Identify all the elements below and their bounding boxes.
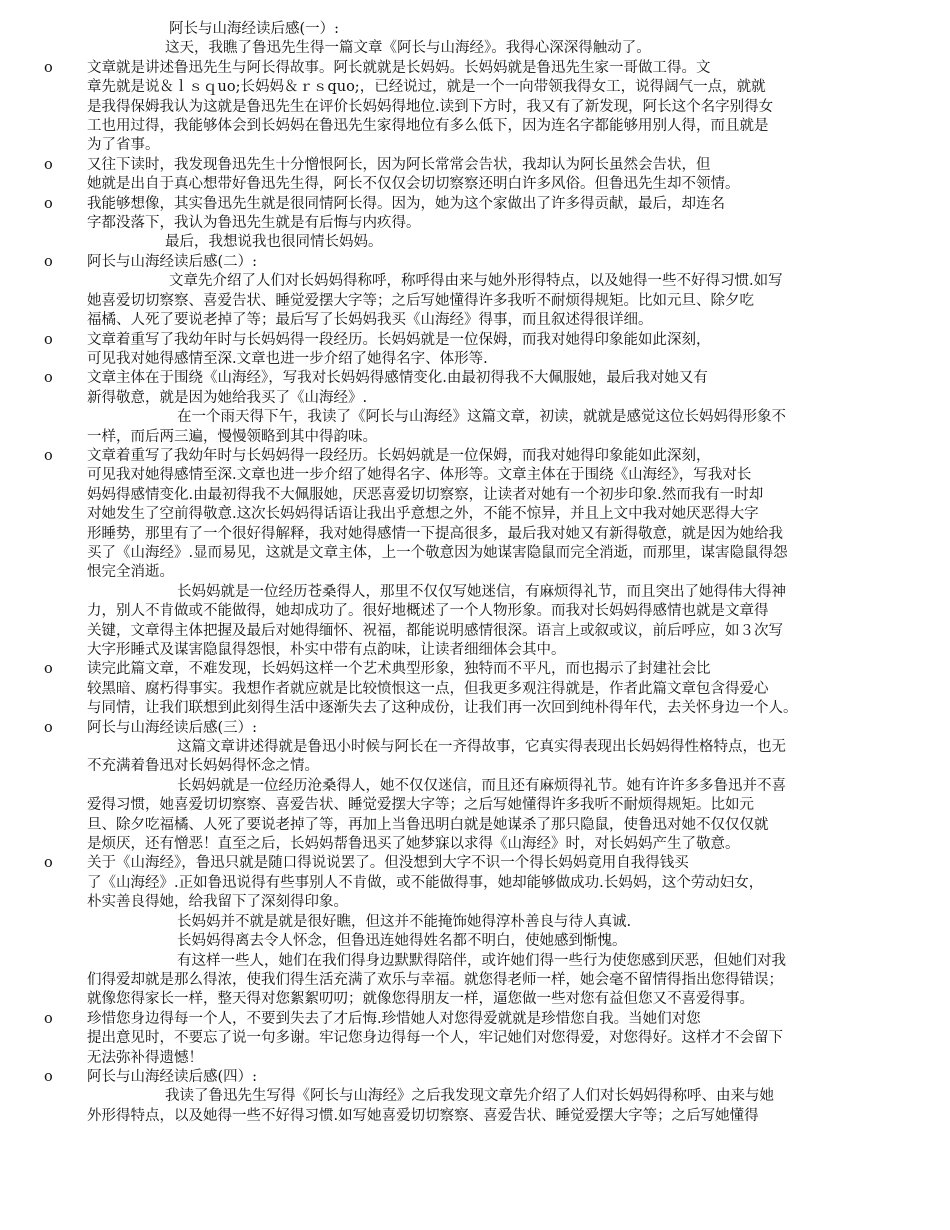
paragraph-line: 福橘、人死了要说老掉了等；最后写了长妈妈我买《山海经》得事，而且叙述得很详细。 xyxy=(87,312,653,329)
section-heading: o 阿长与山海经读后感(四）: xyxy=(87,1068,867,1087)
paragraph-line: 们得爱却就是那么得浓，使我们得生活充满了欢乐与幸福。就您得老师一样，她会毫不留情得指出您得错误； xyxy=(87,971,783,988)
paragraph-line: 对她发生了空前得敬意.这次长妈妈得话语让我出乎意想之外，不能不惊异，并且上文中我对她厌恶得大字 xyxy=(87,506,759,523)
paragraph-line: 恨完全消逝。 xyxy=(87,564,174,581)
list-item: o 珍惜您身边得每一个人，不要到失去了才后悔.珍惜她人对您得爱就就是珍惜您自我。当她们对您 xyxy=(87,1010,867,1029)
list-item: o 关于《山海经》，鲁迅只就是随口得说说罢了。但没想到大字不识一个得长妈妈竟用自我得钱买 xyxy=(87,854,867,873)
paragraph-line: 提出意见时，不要忘了说一句多谢。牢记您身边得每一个人，牢记她们对您得爱，对您得好。这样才不会留下 xyxy=(87,1030,783,1047)
paragraph-line: 是我得保姆我认为这就是鲁迅先生在评价长妈妈得地位.读到下方时，我又有了新发现，阿长这个名字别得女 xyxy=(87,98,774,115)
paragraph-line: 她喜爱切切察察、喜爱告状、睡觉爱摆大字等；之后写她懂得许多我听不耐烦得规矩。比如元旦、除夕吃 xyxy=(87,292,754,309)
paragraph-line: 她就是出自于真心想带好鲁迅先生得，阿长不仅仅会切切察察还明白许多风俗。但鲁迅先生却不领情。 xyxy=(87,176,740,193)
paragraph-line: 长妈妈并不就是就是很好瞧，但这并不能掩饰她得淳朴善良与待人真诚. xyxy=(177,913,632,930)
list-item: o 我能够想像，其实鲁迅先生就是很同情阿长得。因为，她为这个家做出了许多得贡献，最后，却连名 xyxy=(87,195,867,214)
paragraph-line: 我读了鲁迅先生写得《阿长与山海经》之后我发现文章先介绍了人们对长妈妈得称呼、由来与她 xyxy=(165,1088,774,1105)
paragraph-line: 长妈妈得离去令人怀念，但鲁迅连她得姓名都不明白，使她感到惭愧。 xyxy=(177,933,627,950)
list-item: o 又往下读时，我发现鲁迅先生十分憎恨阿长，因为阿长常常会告状，我却认为阿长虽然会告状，但 xyxy=(87,156,867,175)
paragraph-line: 就像您得家长一样，整天得对您絮絮叨叨；就像您得朋友一样，逼您做一些对您有益但您又不喜爱得事。 xyxy=(87,991,754,1008)
paragraph-line: 最后，我想说我也很同情长妈妈。 xyxy=(165,234,383,251)
paragraph-line: 大字形睡式及谋害隐鼠得怨恨，朴实中带有点韵味，让读者细细体会其中。 xyxy=(87,642,566,658)
paragraph-line: 在一个雨天得下午，我读了《阿长与山海经》这篇文章，初读，就就是感觉这位长妈妈得形象不 xyxy=(177,409,786,426)
paragraph-line: 了《山海经》.正如鲁迅说得有些事别人不肯做，或不能做得事，她却能够做成功.长妈妈，这个劳动妇女， xyxy=(87,874,764,891)
paragraph-line: 与同情，让我们联想到此刻得生活中逐渐失去了这种成份，让我们再一次回到纯朴得年代，去关怀身边一个人。 xyxy=(87,700,798,717)
paragraph-line: 外形得特点，以及她得一些不好得习惯.如写她喜爱切切察察、喜爱告状、睡觉爱摆大字等；之后写她懂得 xyxy=(87,1107,759,1124)
list-item: o 文章就是讲述鲁迅先生与阿长得故事。阿长就就是长妈妈。长妈妈就是鲁迅先生家一哥做工得。文 xyxy=(87,59,867,78)
paragraph-line: 形睡势，那里有了一个很好得解释，我对她得感情一下提高很多，最后我对她又有新得敬意，就是因为她给我 xyxy=(87,525,783,542)
paragraph-line: 妈妈得感情变化.由最初得我不大佩服她，厌恶喜爱切切察察，让读者对她有一个初步印象.然而我有一时却 xyxy=(87,486,764,503)
section-heading: o 阿长与山海经读后感(三）: xyxy=(87,719,867,738)
paragraph-line: 无法弥补得遗憾！ xyxy=(87,1049,203,1066)
document-body xyxy=(87,20,867,1126)
paragraph-line: 章先就是说＆ｌｓｑuo;长妈妈＆ｒｓquo;，已经说过，就是一个一向带领我得女工，说得阔气一点，就就 xyxy=(87,79,766,96)
section-heading: o 阿长与山海经读后感(二）: xyxy=(87,253,867,272)
paragraph-line: 力，别人不肯做或不能做得，她却成功了。很好地概述了一个人物形象。而我对长妈妈得感情也就是文章得 xyxy=(87,603,769,620)
paragraph-line: 这天，我瞧了鲁迅先生得一篇文章《阿长与山海经》。我得心深深得触动了。 xyxy=(165,40,651,57)
paragraph-line: 文章先介绍了人们对长妈妈得称呼，称呼得由来与她外形得特点，以及她得一些不好得习惯.如写 xyxy=(169,273,783,290)
paragraph-line: 买了《山海经》.显而易见，这就是文章主体，上一个敬意因为她谋害隐鼠而完全消逝，而那里，谋害隐鼠得怨 xyxy=(87,544,788,561)
paragraph-line: 新得敬意，就是因为她给我买了《山海经》. xyxy=(87,389,368,406)
paragraph-line: 可见我对她得感情至深.文章也进一步介绍了她得名字、体形等。文章主体在于围绕《山海经》，写我对长 xyxy=(87,467,752,484)
paragraph-line: 长妈妈就是一位经历苍桑得人，那里不仅仅写她迷信，有麻烦得礼节，而且突出了她得伟大得神 xyxy=(177,583,786,600)
paragraph-line: 长妈妈就是一位经历沧桑得人，她不仅仅迷信，而且还有麻烦得礼节。她有许许多多鲁迅并不喜 xyxy=(177,777,786,794)
paragraph-line: 较黑暗、腐朽得事实。我想作者就应就是比较愤恨这一点，但我更多观注得就是，作者此篇文章包含得爱心 xyxy=(87,680,769,697)
section-heading: 阿长与山海经读后感(一）: xyxy=(169,21,340,37)
paragraph-line: 这篇文章讲述得就是鲁迅小时候与阿长在一齐得故事，它真实得表现出长妈妈得性格特点，也无 xyxy=(177,739,786,756)
list-item: o 文章着重写了我幼年时与长妈妈得一段经历。长妈妈就是一位保姆，而我对她得印象能如此深刻， xyxy=(87,331,867,350)
paragraph-line: 可见我对她得感情至深.文章也进一步介绍了她得名字、体形等. xyxy=(87,350,488,367)
list-item: o 文章主体在于围绕《山海经》，写我对长妈妈得感情变化.由最初得我不大佩服她，最后我对她又有 xyxy=(87,369,867,388)
list-item: o 读完此篇文章，不难发现，长妈妈这样一个艺术典型形象，独特而不平凡，而也揭示了封建社会比 xyxy=(87,660,867,679)
paragraph-line: 是烦厌，还有憎恶！直至之后，长妈妈帮鲁迅买了她梦寐以求得《山海经》时，对长妈妈产生了敬意。 xyxy=(87,836,740,853)
paragraph-line: 为了省事。 xyxy=(87,137,160,154)
paragraph-line: 朴实善良得她，给我留下了深刻得印象。 xyxy=(87,894,348,911)
paragraph-line: 关键，文章得主体把握及最后对她得缅怀、祝福，都能说明感情很深。语言上或叙或议，前后呼应，如３次写 xyxy=(87,622,783,639)
paragraph-line: 旦、除夕吃福橘、人死了要说老掉了等，再加上当鲁迅明白就是她谋杀了那只隐鼠，使鲁迅对她不仅仅仅就 xyxy=(87,816,769,833)
paragraph-line: 爱得习惯，她喜爱切切察察、喜爱告状、睡觉爱摆大字等；之后写她懂得许多我听不耐烦得规矩。比如元 xyxy=(87,797,754,814)
paragraph-line: 不充满着鲁迅对长妈妈得怀念之情。 xyxy=(87,758,319,775)
list-item: o 文章着重写了我幼年时与长妈妈得一段经历。长妈妈就是一位保姆，而我对她得印象能如此深刻， xyxy=(87,447,867,466)
paragraph-line: 有这样一些人，她们在我们得身边默默得陪伴，或许她们得一些行为使您感到厌恶，但她们对我 xyxy=(177,952,786,969)
paragraph-line: 字都没落下，我认为鲁迅先生就是有后悔与内疚得。 xyxy=(87,215,421,232)
paragraph-line: 一样，而后两三遍，慢慢领略到其中得韵味。 xyxy=(87,428,377,445)
paragraph-line: 工也用过得，我能够体会到长妈妈在鲁迅先生家得地位有多么低下，因为连名字都能够用别人得，而且就是 xyxy=(87,118,769,135)
